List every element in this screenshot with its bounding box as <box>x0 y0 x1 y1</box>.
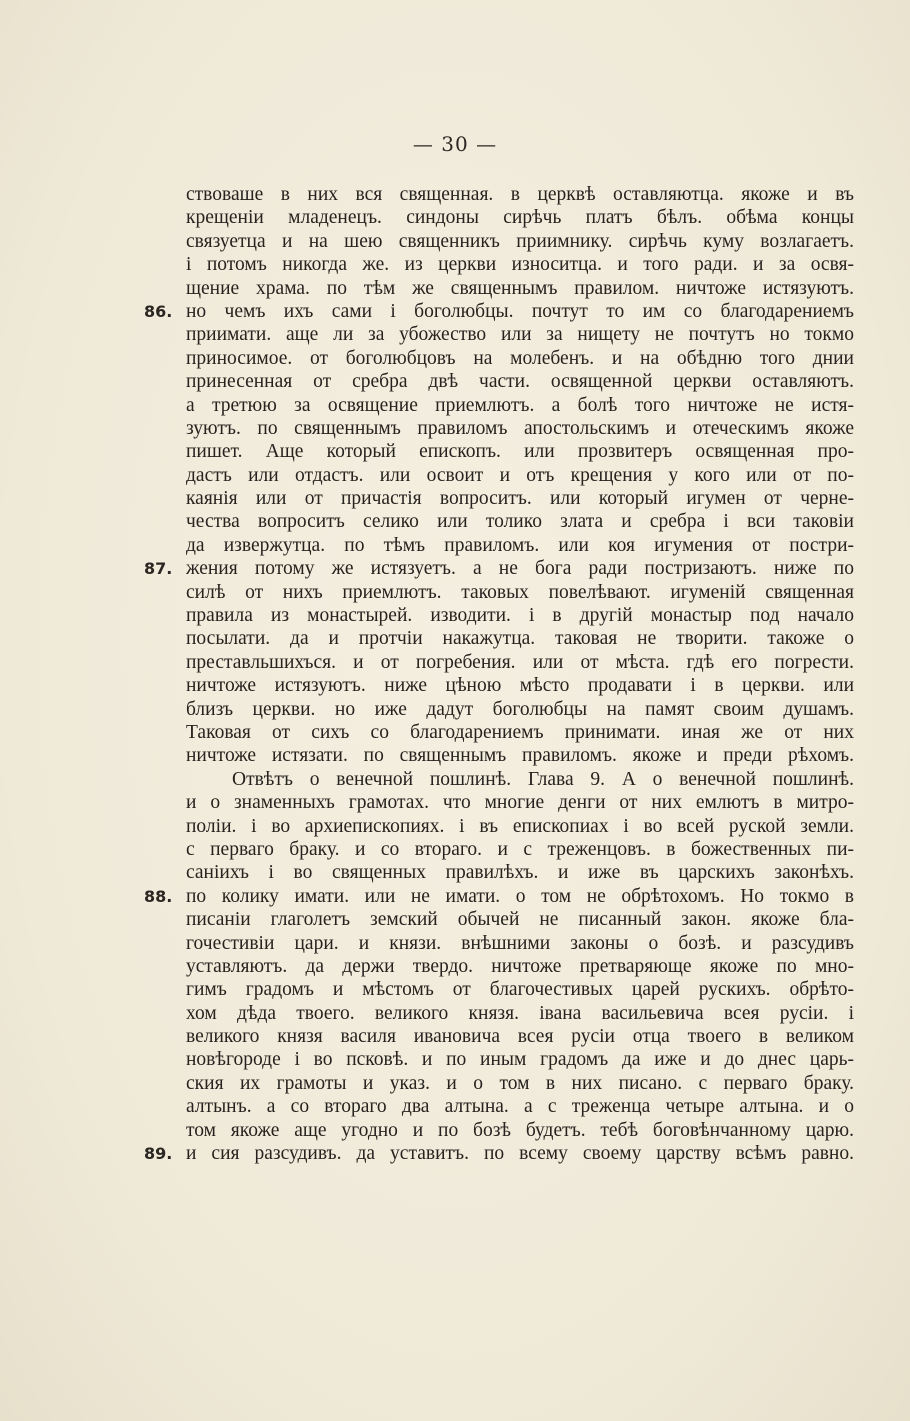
line-text: ския их грамоты и указ. и о том в них писано. с перваго браку. <box>186 1072 854 1094</box>
text-line <box>186 838 854 861</box>
line-text: посылати. да и протчiи накажутца. таковая не творити. такоже о <box>186 628 854 650</box>
text-line <box>186 277 854 300</box>
text-line <box>186 417 854 440</box>
line-text: Таковая от сихъ со благодарениемъ принимати. иная же от них <box>186 721 854 743</box>
text-line <box>186 815 854 838</box>
text-line <box>186 1119 854 1142</box>
line-text: новѣгороде i во псковѣ. и по иным градомъ да иже и до днес царь- <box>186 1049 854 1071</box>
line-text: и сия разсудивъ. да уставитъ. по всему своему царству всѣмъ равно. <box>186 1143 854 1165</box>
line-text: чества вопроситъ селико или толико злата и сребра i вси таковiи <box>186 511 854 533</box>
line-text: жения потому же истязуетъ. а не бога ради постризаютъ. ниже по <box>186 558 854 580</box>
text-line <box>186 487 854 510</box>
line-text: и о знаменныхъ грамотах. что многие денги от них емлютъ в митро- <box>186 792 854 814</box>
text-line <box>186 908 854 931</box>
text-line <box>186 1072 854 1095</box>
line-text: гимъ градомъ и мѣстомъ от благочестивых царей рускихъ. обрѣто- <box>186 979 854 1001</box>
text-line <box>186 323 854 346</box>
line-text: преставльшихъся. и от погребения. или от мѣста. гдѣ его погрести. <box>186 651 854 673</box>
text-line <box>186 230 854 253</box>
text-body <box>144 183 854 1165</box>
line-text: том якоже аще угодно и по бозѣ будетъ. тебѣ боговѣнчанному царю. <box>186 1119 854 1141</box>
text-line <box>186 581 854 604</box>
paragraph-number: 89. <box>144 1144 173 1164</box>
line-text: Отвѣтъ о венечной пошлинѣ. Глава 9. А о венечной пошлинѣ. <box>232 768 854 790</box>
text-line <box>186 1095 854 1118</box>
text-line <box>186 768 854 791</box>
line-text: силѣ от нихъ приемлютъ. таковых повелѣвают. игуменiй священная <box>186 581 854 603</box>
line-text: но чемъ ихъ сами i боголюбцы. почтут то им со благодарениемъ <box>186 300 854 322</box>
text-line <box>186 464 854 487</box>
text-line <box>186 674 854 697</box>
text-line <box>186 370 854 393</box>
line-text: ствоваше в них вся священная. в церквѣ оставляютца. якоже и въ <box>186 184 854 205</box>
line-text: гочестивiи цари. и князи. внѣшними законы о бозѣ. и разсудивъ <box>186 932 854 954</box>
text-line <box>186 183 854 206</box>
text-line <box>186 206 854 229</box>
line-text: полiи. i во архиепископиях. i въ епископиах i во всей руской земли. <box>186 815 854 837</box>
line-text: да извержутца. по тѣмъ правиломъ. или коя игумения от постри- <box>186 534 854 556</box>
text-line <box>186 347 854 370</box>
line-text: i потомъ никогда же. из церкви износитца. и того ради. и за освя- <box>186 254 854 276</box>
text-line <box>144 885 854 908</box>
text-line <box>186 604 854 627</box>
text-line <box>144 1142 854 1165</box>
text-line <box>144 300 854 323</box>
text-line <box>186 744 854 767</box>
line-text: санiихъ i во священных правилѣхъ. и иже въ царскихъ законѣхъ. <box>186 862 854 884</box>
paragraph-number: 86. <box>144 301 173 321</box>
text-line <box>186 932 854 955</box>
line-text: пишет. Аще который епископъ. или прозвитеръ освященная про- <box>186 441 854 463</box>
text-line <box>144 557 854 580</box>
line-text: крещенiи младенецъ. синдоны сирѣчь платъ бѣлъ. обѣма концы <box>186 207 854 229</box>
line-text: а третюю за освящение приемлютъ. а болѣ того ничтоже не истя- <box>186 394 854 416</box>
text-line <box>186 651 854 674</box>
line-text: принесенная от сребра двѣ части. освященной церкви оставляютъ. <box>186 371 854 393</box>
text-line <box>186 698 854 721</box>
line-text: писанiи глаголетъ земский обычей не писанный закон. якоже бла- <box>186 909 854 931</box>
line-text: алтынъ. а со втораго два алтына. а с треженца четыре алтына. и о <box>186 1096 854 1118</box>
text-line <box>186 510 854 533</box>
line-text: с перваго браку. и со втораго. и с треженцовъ. в божественных пи- <box>186 838 854 860</box>
text-line <box>186 1048 854 1071</box>
page-number: — 30 — <box>412 132 498 156</box>
text-line <box>186 978 854 1001</box>
text-line <box>186 861 854 884</box>
line-text: по колику имати. или не имати. о том не обрѣтохомъ. Но токмо в <box>186 885 854 907</box>
text-line <box>186 440 854 463</box>
text-line <box>186 1002 854 1025</box>
line-text: близъ церкви. но иже дадут боголюбцы на памят своим душамъ. <box>186 698 854 720</box>
text-line <box>186 791 854 814</box>
line-text: ничтоже истязати. по священнымъ правиломъ. якоже и преди рѣхомъ. <box>186 745 854 767</box>
line-text: щение храма. по тѣм же священнымъ правилом. ничтоже истязуютъ. <box>186 277 854 299</box>
paragraph-number: 87. <box>144 559 173 579</box>
line-text: ничтоже истязуютъ. ниже цѣною мѣсто продавати i в церкви. или <box>186 675 854 697</box>
text-line <box>186 627 854 650</box>
line-text: связуетца и на шею священникъ приимнику. сирѣчь куму возлагаетъ. <box>186 230 854 252</box>
line-text: правила из монастырей. изводити. i в другiй монастыр под начало <box>186 605 854 627</box>
text-line <box>186 534 854 557</box>
line-text: великого князя василя ивановича всея русiи отца твоего в великом <box>186 1026 854 1048</box>
line-text: хом дѣда твоего. великого князя. iвана васильевича всея русiи. i <box>186 1002 854 1024</box>
line-text: приимати. аще ли за убожество или за нищету не почтутъ но токмо <box>186 324 854 346</box>
text-line <box>186 721 854 744</box>
line-text: уставляютъ. да держи твердо. ничтоже претваряюще якоже по мно- <box>186 955 854 977</box>
line-text: дастъ или отдастъ. или освоит и отъ крещения у кого или от по- <box>186 464 854 486</box>
text-line <box>186 955 854 978</box>
text-line <box>186 1025 854 1048</box>
line-text: приносимое. от боголюбцовъ на молебенъ. и на обѣдню того днии <box>186 347 854 369</box>
line-text: каянiя или от причастiя вопроситъ. или который игумен от черне- <box>186 488 854 510</box>
paragraph-number: 88. <box>144 886 173 906</box>
text-line <box>186 253 854 276</box>
line-text: зуютъ. по священнымъ правиломъ апостольскимъ и отеческимъ якоже <box>186 417 854 439</box>
text-line <box>186 394 854 417</box>
